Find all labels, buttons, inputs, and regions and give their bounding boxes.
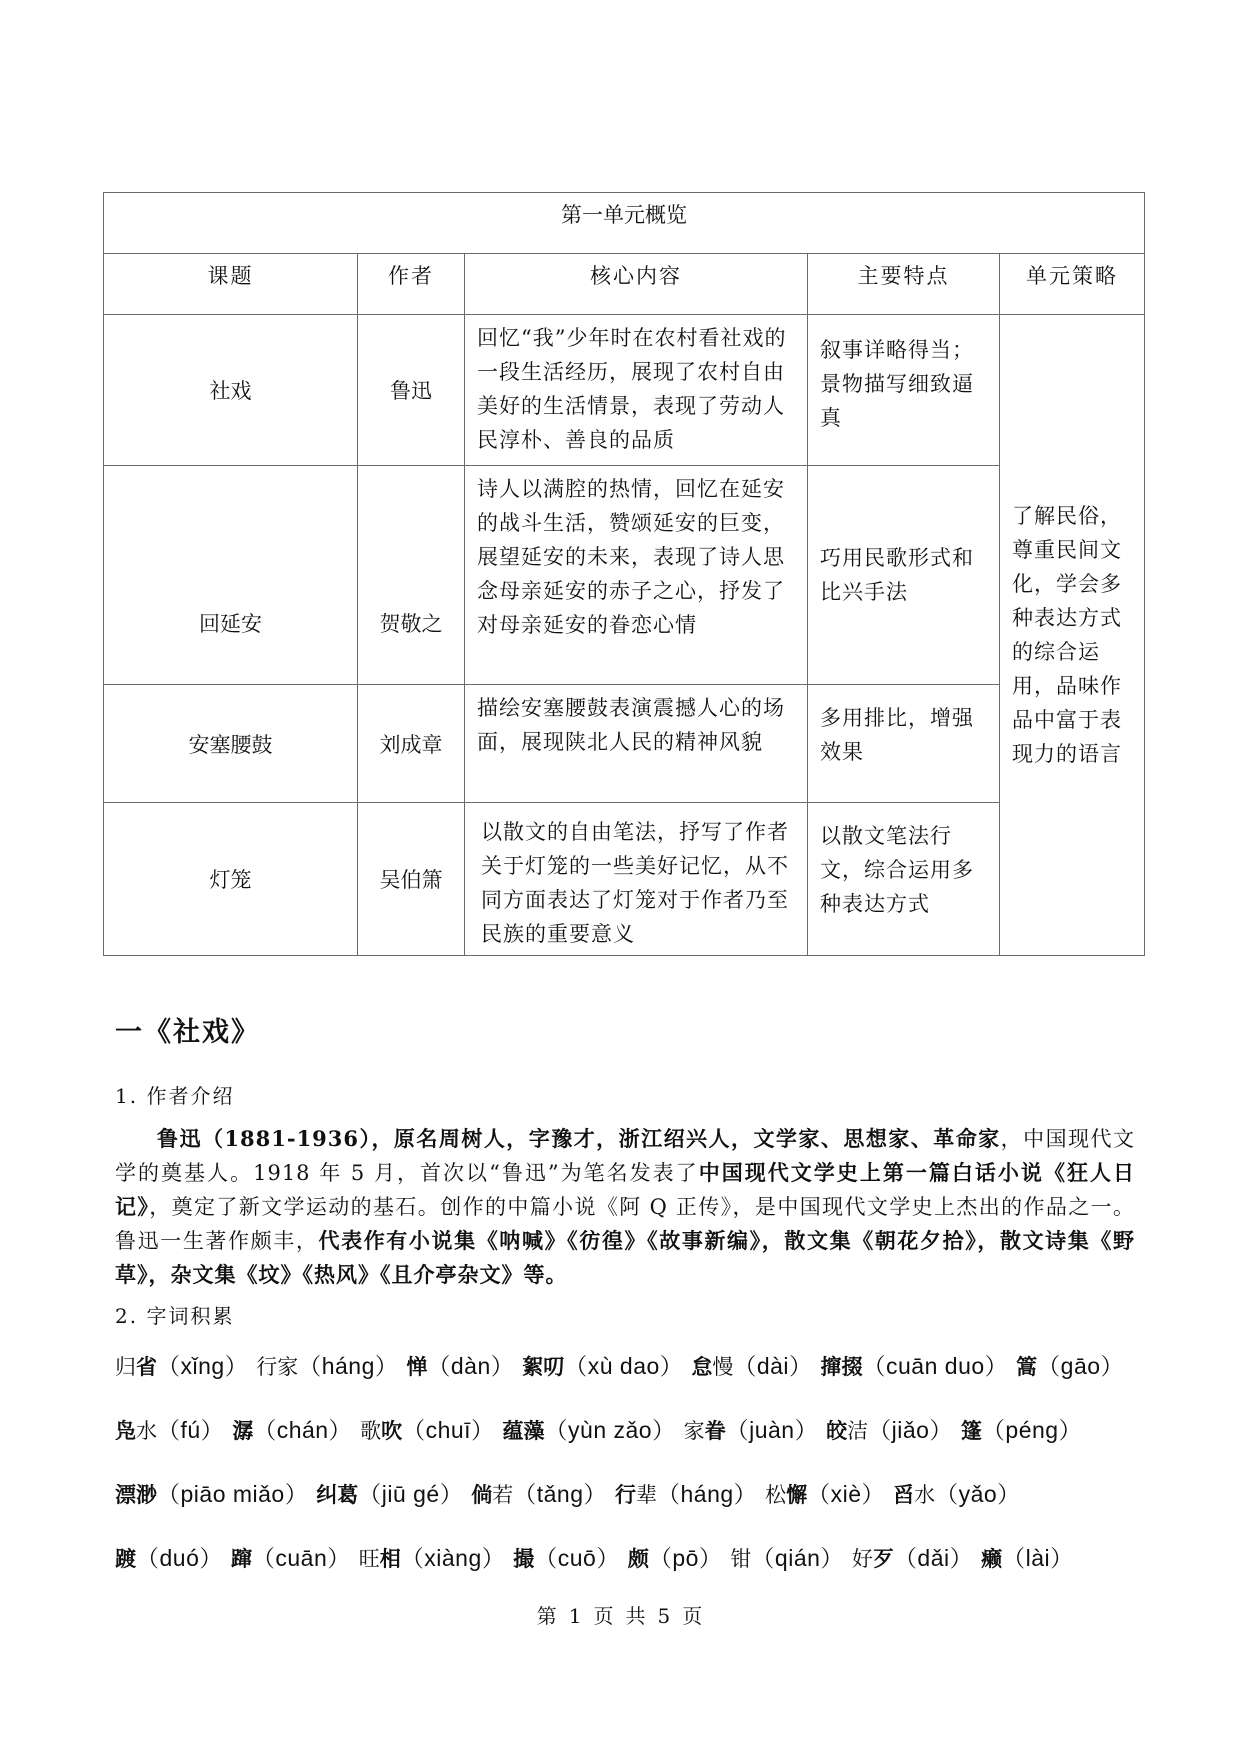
vocab-pinyin: （duó） (136, 1545, 223, 1571)
unit-strategy: 了解民俗，尊重民间文化，学会多种表达方式的综合运用，品味作品中富于表现力的语言 (1000, 315, 1145, 956)
vocab-word: 凫 (115, 1418, 136, 1443)
vocab-item (115, 1419, 224, 1443)
lesson-title: 回延安 (104, 466, 358, 685)
vocab-item (765, 1483, 885, 1507)
header-content: 核心内容 (465, 254, 808, 315)
vocab-pinyin: （xǐng） (157, 1353, 249, 1379)
vocab-pinyin: （cuō） (534, 1545, 620, 1571)
subheading-author-intro: 1. 作者介绍 (115, 1084, 235, 1108)
vocab-item (513, 1547, 620, 1571)
vocab-pinyin: （fú） (157, 1417, 225, 1443)
vocab-item (691, 1355, 812, 1379)
vocab-pinyin: （xiè） (807, 1481, 886, 1507)
vocab-item (615, 1483, 757, 1507)
vocab-pinyin: （jiū gé） (358, 1481, 464, 1507)
total-page-count: 5 (657, 1604, 673, 1628)
vocab-pinyin: （yùn zǎo） (544, 1417, 676, 1443)
vocab-pinyin: （cuān） (251, 1545, 351, 1571)
vocab-line (115, 1412, 1140, 1445)
vocab-word: 蹿 (230, 1546, 252, 1571)
lesson-feature: 以散文笔法行文，综合运用多种表达方式 (808, 803, 1000, 956)
subheading-vocabulary: 2. 字词积累 (115, 1304, 235, 1328)
author-intro-paragraph (115, 1122, 1135, 1292)
vocab-plain: 洁 (847, 1419, 869, 1443)
vocab-plain: 旺 (358, 1547, 380, 1571)
vocab-pinyin: （chán） (253, 1417, 353, 1443)
page-footer (0, 1600, 1241, 1629)
footer-text: 共 (625, 1604, 648, 1628)
lesson-content: 以散文的自由笔法，抒写了作者关于灯笼的一些美好记忆，从不同方面表达了灯笼对于作者乃至民族的重要意义 (465, 803, 808, 956)
lesson-feature: 叙事详略得当；景物描写细致逼真 (808, 315, 1000, 466)
vocab-plain: 若 (492, 1483, 514, 1507)
lesson-author: 贺敬之 (358, 466, 465, 685)
table-header-row (104, 254, 1145, 315)
table-row (104, 315, 1145, 466)
header-author: 作者 (358, 254, 465, 315)
vocab-item (359, 1547, 505, 1571)
footer-text: 页 (593, 1604, 616, 1628)
vocab-item (231, 1547, 351, 1571)
vocab-line (115, 1540, 1140, 1573)
vocab-pinyin: （piāo miǎo） (157, 1481, 309, 1507)
vocab-word: 歹 (872, 1546, 894, 1571)
lesson-content: 回忆“我”少年时在农村看社戏的一段生活经历，展现了农村自由美好的生活情景，表现了劳动人民淳朴、善良的品质 (465, 315, 808, 466)
vocab-pinyin: （jiǎo） (868, 1417, 953, 1443)
vocab-item (684, 1419, 818, 1443)
vocab-plain: 钳 (730, 1547, 752, 1571)
vocab-word: 漂渺 (115, 1482, 157, 1507)
vocab-word: 絮叨 (522, 1354, 565, 1379)
vocab-pinyin: （qián） (751, 1545, 844, 1571)
vocab-item (981, 1547, 1074, 1571)
header-strategy: 单元策略 (1000, 254, 1145, 315)
vocab-item (471, 1483, 607, 1507)
vocab-item (730, 1547, 843, 1571)
vocab-pinyin: （dài） (733, 1353, 813, 1379)
vocab-word: 省 (136, 1354, 157, 1379)
vocab-pinyin: （cuān duo） (862, 1353, 1009, 1379)
vocab-pinyin: （lài） (1002, 1545, 1074, 1571)
vocab-item (826, 1419, 953, 1443)
vocab-word: 撺掇 (820, 1354, 863, 1379)
vocab-plain: 水 (914, 1483, 936, 1507)
table-caption: 第一单元概览 (104, 193, 1145, 254)
table-row (104, 803, 1145, 956)
vocab-line (115, 1476, 1140, 1509)
vocab-word: 眷 (704, 1418, 726, 1443)
header-lesson: 课题 (104, 254, 358, 315)
footer-text: 页 (682, 1604, 705, 1628)
vocab-word: 篙 (1016, 1354, 1038, 1379)
lesson-feature: 巧用民歌形式和比兴手法 (808, 466, 1000, 685)
vocab-item (115, 1483, 308, 1507)
vocab-pinyin: （dǎi） (893, 1545, 974, 1571)
vocab-pinyin: （péng） (981, 1417, 1083, 1443)
vocab-plain: 家 (683, 1419, 705, 1443)
lesson-author: 刘成章 (358, 685, 465, 803)
vocab-pinyin: （xù dao） (564, 1353, 684, 1379)
vocab-item (893, 1483, 1021, 1507)
vocab-word: 懈 (786, 1482, 808, 1507)
vocab-pinyin: （xiàng） (400, 1545, 506, 1571)
vocab-word: 颇 (627, 1546, 649, 1571)
vocab-pinyin: （yǎo） (935, 1481, 1021, 1507)
vocab-item (961, 1419, 1082, 1443)
vocab-item (256, 1355, 398, 1379)
vocab-pinyin: （chuī） (402, 1417, 495, 1443)
vocab-item (232, 1419, 352, 1443)
vocab-word: 踱 (115, 1546, 136, 1571)
vocab-word: 撮 (513, 1546, 535, 1571)
vocab-word: 倘 (471, 1482, 493, 1507)
vocab-item (1016, 1355, 1124, 1379)
vocab-plain: 归 (115, 1355, 136, 1379)
para-bold-segment: 代表作有小说集《呐喊》《彷徨》《故事新编》，散文集《朝花夕拾》，散文诗集《野草》，杂文集《坟》《热风》《且介亭杂文》等。 (115, 1228, 1136, 1287)
vocab-plain: 慢 (712, 1355, 734, 1379)
vocab-word: 潺 (232, 1418, 254, 1443)
vocab-item (852, 1547, 973, 1571)
vocab-item (522, 1355, 683, 1379)
vocab-word: 篷 (960, 1418, 982, 1443)
vocab-word: 吹 (381, 1418, 403, 1443)
vocab-word: 惮 (406, 1354, 428, 1379)
para-bold-segment: 中国现代文学史上第一篇白话小说《狂人日记》 (115, 1160, 1135, 1219)
lesson-title: 社戏 (104, 315, 358, 466)
vocab-pinyin: （tǎng） (513, 1481, 607, 1507)
vocab-plain: 水 (136, 1419, 157, 1443)
para-segment: ，中国现代文学的奠基人。1918 年 5 月，首次以“鲁迅”为笔名发表了 (115, 1127, 1136, 1185)
vocab-item (360, 1419, 494, 1443)
vocab-item (115, 1355, 248, 1379)
table-row (104, 466, 1145, 685)
vocab-item (115, 1547, 223, 1571)
vocab-line (115, 1348, 1140, 1381)
header-feature: 主要特点 (808, 254, 1000, 315)
vocab-item (628, 1547, 723, 1571)
lesson-title: 灯笼 (104, 803, 358, 956)
vocab-word: 皎 (826, 1418, 848, 1443)
lesson-feature: 多用排比，增强效果 (808, 685, 1000, 803)
vocab-pinyin: （gāo） (1037, 1353, 1125, 1379)
vocab-item (316, 1483, 463, 1507)
vocab-word: 相 (379, 1546, 401, 1571)
vocab-plain: 好 (851, 1547, 873, 1571)
vocab-word: 蕴藻 (502, 1418, 545, 1443)
vocab-plain: 辈 (635, 1483, 657, 1507)
vocab-item (406, 1355, 514, 1379)
vocab-word: 癞 (981, 1546, 1003, 1571)
lesson-title: 安塞腰鼓 (104, 685, 358, 803)
lesson-content: 诗人以满腔的热情，回忆在延安的战斗生活，赞颂延安的巨变，展望延安的未来，表现了诗人思念母亲延安的赤子之心，抒发了对母亲延安的眷恋心情 (465, 466, 808, 685)
unit-overview-table (103, 192, 1145, 956)
vocab-pinyin: （háng） (656, 1481, 758, 1507)
vocab-item (821, 1355, 1009, 1379)
vocab-pinyin: （juàn） (725, 1417, 819, 1443)
vocab-item (503, 1419, 676, 1443)
vocab-pinyin: （dàn） (427, 1353, 515, 1379)
vocab-word: 行 (614, 1482, 636, 1507)
table-row (104, 685, 1145, 803)
lesson-author: 鲁迅 (358, 315, 465, 466)
vocab-word: 怠 (691, 1354, 713, 1379)
vocab-plain: 行家 (256, 1355, 299, 1379)
para-bold-segment: 鲁迅（1881-1936），原名周树人，字豫才，浙江绍兴人，文学家、思想家、革命家 (157, 1126, 1001, 1151)
current-page-number: 1 (568, 1604, 584, 1628)
vocab-word: 舀 (893, 1482, 915, 1507)
section-heading: 一《社戏》 (115, 1017, 260, 1048)
lesson-content: 描绘安塞腰鼓表演震撼人心的场面，展现陕北人民的精神风貌 (465, 685, 808, 803)
lesson-author: 吴伯箫 (358, 803, 465, 956)
footer-text: 第 (536, 1604, 559, 1628)
vocab-pinyin: （pō） (648, 1545, 723, 1571)
para-segment: ，奠定了新文学运动的基石。创作的中篇小说《阿 Q 正传》，是中国现代文学史上杰出的作品之一。鲁迅一生著作颇丰， (115, 1195, 1135, 1253)
vocab-plain: 松 (765, 1483, 787, 1507)
vocab-word: 纠葛 (316, 1482, 359, 1507)
vocab-pinyin: （háng） (298, 1353, 399, 1379)
vocab-plain: 歌 (360, 1419, 382, 1443)
